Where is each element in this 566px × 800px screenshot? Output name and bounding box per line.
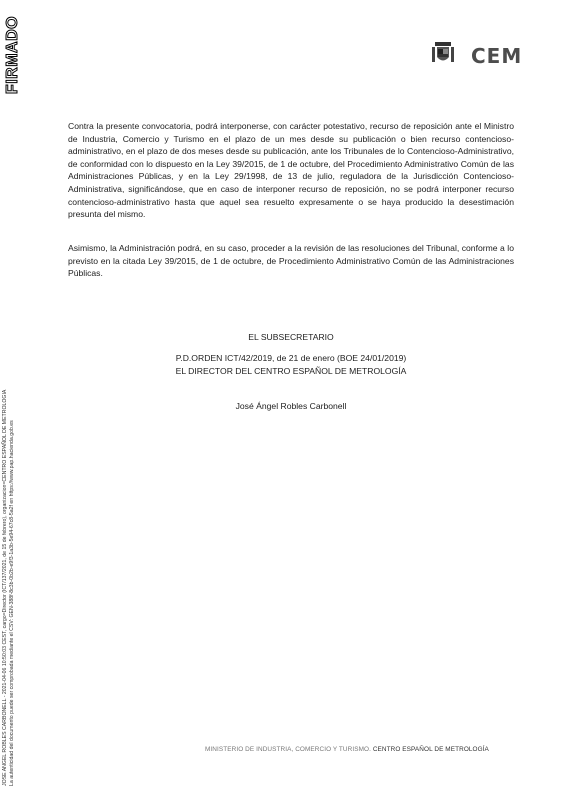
delegation-role: EL DIRECTOR DEL CENTRO ESPAÑOL DE METROLOGÍA (175, 365, 407, 376)
review-paragraph: Asimismo, la Administración podrá, en su caso, proceder a la revisión de las resoluciones del Tribunal, conforme a lo previsto en la citada Ley 39/2015, de 1 de octubre, de Procedimiento Administrativo Común de las Administraciones Públicas. (68, 243, 514, 279)
appeal-paragraph: Contra la presente convocatoria, podrá interponerse, con carácter potestativo, recurso de reposición ante el Ministro de Industria, Comercio y Turismo en el plazo de un mes desde su publicación o bien recurso contencioso-administrativo, en el plazo de dos meses desde su publicación, ante los Tribunales de lo Contencioso-Administrativo, de conformidad con lo dispuesto en la Ley 39/2015, de 1 de octubre, del Procedimiento Administrativo Común de las Administraciones Públicas, y en la Ley 29/1998, de 13 de julio, reguladora de la Jurisdicción Contencioso-Administrativa, significándose, que en caso de interponer recurso de reposición, no se podrá interponer recurso contencioso-administrativo hasta que aquel sea resuelto expresamente o se haya producido la desestimación presunta del mismo. (68, 121, 514, 220)
cem-logo: CEM (471, 44, 523, 68)
signature-metadata-text: JOSE ANGEL ROBLES CARBONELL - 2021-04-06 10:50:03 CEST, cargo=Director (ICT/137/2021, de 15 de febrero), organizacion=CENTRO ESPAÑOL DE METROLOGIA (2, 389, 8, 786)
delegation-order: P.D.ORDEN ICT/42/2019, de 21 de enero (BOE 24/01/2019) (175, 353, 407, 363)
verification-line (9, 0, 19, 800)
footer-ministry: MINISTERIO DE INDUSTRIA, COMERCIO Y TURISMO. (205, 746, 371, 753)
firmado-label: FIRMADO (4, 15, 21, 95)
signer-name: José Ángel Robles Carbonell (235, 401, 347, 411)
delegation-block (68, 352, 514, 377)
spain-coat-of-arms-icon (432, 42, 454, 66)
page-footer (205, 746, 530, 753)
verification-text: La autenticidad del documento puede ser comprobada mediante el CSV: GEN-388f-8c3b-0b2b-e9f3-1a3b-5e94-67c8-5a2f en https://www.pap.hacienda.gob.es (9, 420, 15, 786)
footer-center: CENTRO ESPAÑOL DE METROLOGÍA (370, 746, 489, 753)
signature-title: EL SUBSECRETARIO (248, 332, 334, 342)
